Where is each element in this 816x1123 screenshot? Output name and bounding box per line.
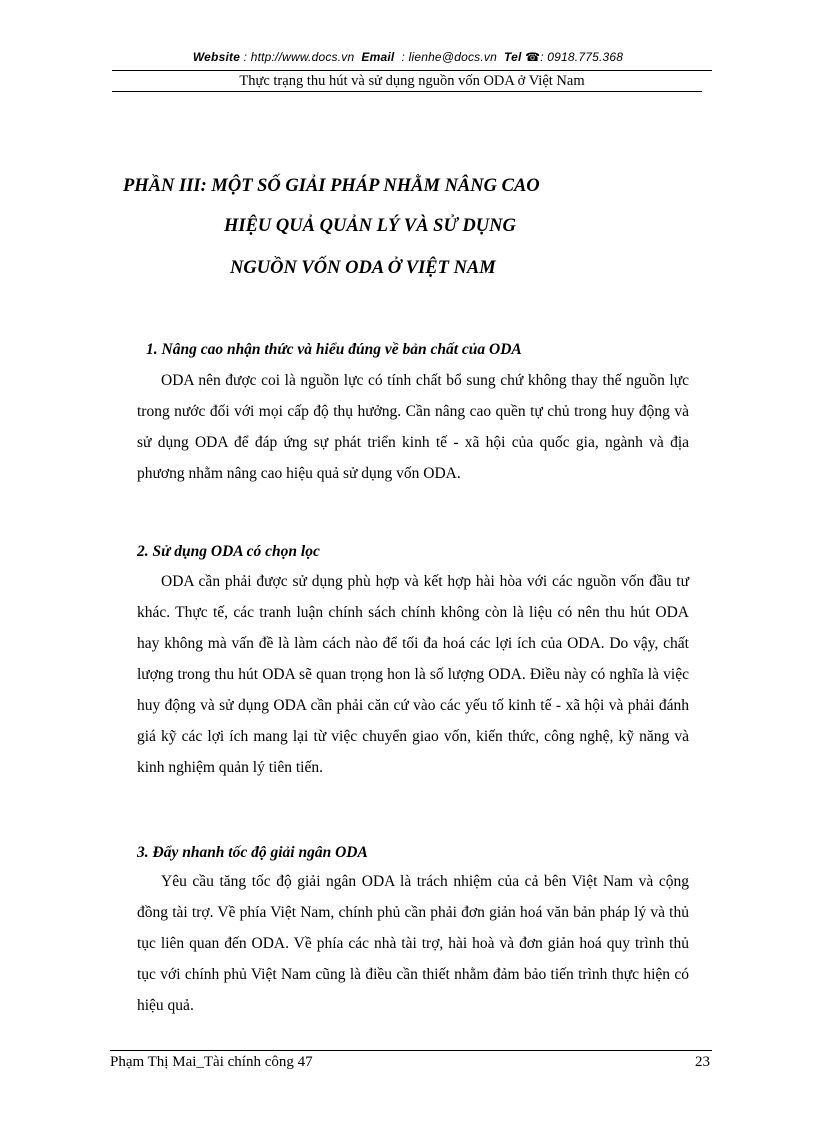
title-line-3: NGUỒN VỐN ODA Ở VIỆT NAM [230,258,496,278]
page-number: 23 [695,1054,710,1070]
section-1-body: ODA nên được coi là nguồn lực có tính chất bổ sung chứ không thay thế nguồn lực trong nước đối với mọi cấp độ thụ hưởng. Cần nâng cao quền tự chủ trong huy động và sử dụng ODA để đáp ứng sự phát triển kinh tế - xã hội của quốc gia, ngành và địa phương nhằm nâng cao hiệu quả sử dụng vốn ODA. [137,372,689,482]
header-divider-top [112,70,712,71]
phone-icon: ☎ [525,50,541,64]
email-value: : lienhe@docs.vn [401,50,497,64]
header-divider-bottom [112,91,702,92]
title-line-2: HIỆU QUẢ QUẢN LÝ VÀ SỬ DỤNG [224,216,516,236]
header-contact [0,50,816,64]
website-value: : http://www.docs.vn [243,50,355,64]
email-label: Email [361,50,395,64]
section-1-heading: 1. Nâng cao nhận thức và hiểu đúng về bản chất của ODA [146,341,522,358]
website-label: Website [192,50,241,64]
header-subtitle: Thực trạng thu hút và sử dụng nguồn vốn ODA ở Việt Nam [239,73,585,89]
section-2-body: ODA cần phải được sử dụng phù hợp và kết hợp hài hòa với các nguồn vốn đầu tư khác. Thực tế, các tranh luận chính sách chính không còn là liệu có nên thu hút ODA hay không mà vấn đề là làm cách nào để tối đa hoá các lợi ích của ODA. Do vậy, chất lượng trong thu hút ODA sẽ quan trọng hon là số lượng ODA. Điều này có nghĩa là việc huy động và sử dụng ODA cần phải căn cứ vào các yếu tố kinh tế - xã hội và phải đánh giá kỹ các lợi ích mang lại từ việc chuyển giao vốn, kiến thức, công nghệ, kỹ năng và kinh nghiệm quản lý tiên tiến. [137,573,689,776]
footer-author: Phạm Thị Mai_Tài chính công 47 [110,1054,313,1070]
section-3-heading: 3. Đẩy nhanh tốc độ giải ngân ODA [137,844,368,861]
tel-label: Tel [504,50,522,64]
section-3-body: Yêu cầu tăng tốc độ giải ngân ODA là trách nhiệm của cả bên Việt Nam và cộng đồng tài trợ. Về phía Việt Nam, chính phủ cần phải đơn giản hoá văn bản pháp lý và thủ tục liên quan đến ODA. Về phía các nhà tài trợ, hài hoà và đơn giản hoá quy trình thủ tục với chính phủ Việt Nam cũng là điều cần thiết nhằm đảm bảo tiến trình thực hiện có hiệu quả. [137,873,689,1014]
section-2-heading: 2. Sử dụng ODA có chọn lọc [137,543,320,560]
title-line-1: PHẦN III: MỘT SỐ GIẢI PHÁP NHẰM NÂNG CAO [123,176,540,196]
tel-value: : 0918.775.368 [540,50,624,64]
footer-divider [110,1050,712,1051]
